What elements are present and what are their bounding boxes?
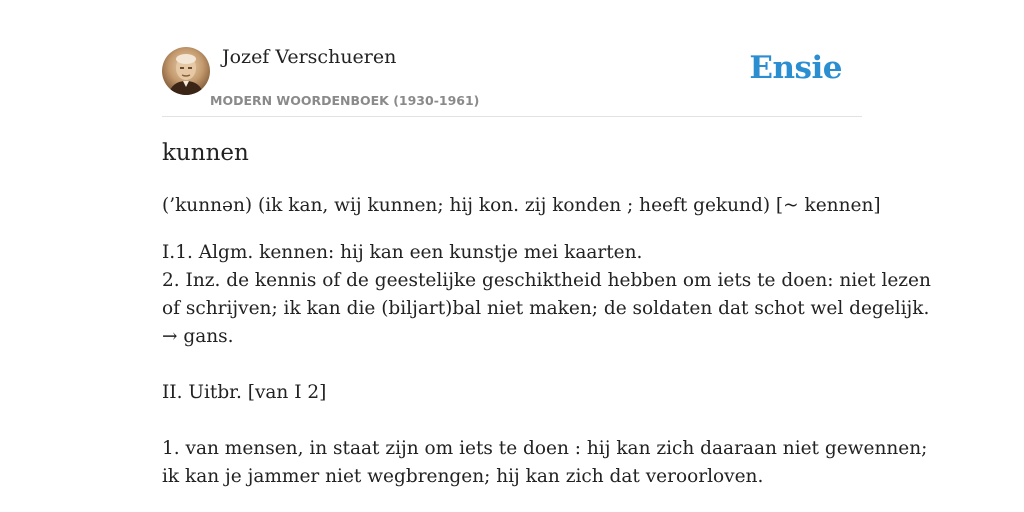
definition-line: I.1. Algm. kennen: hij kan een kunstje mei kaarten. — [162, 242, 643, 263]
spacer — [162, 407, 874, 435]
definition-line: ik kan je jammer niet wegbrengen; hij kan zich dat veroorloven. — [162, 466, 764, 487]
definition-line: → gans. — [162, 326, 234, 347]
entry-pronunciation: (’kunnən) (ik kan, wij kunnen; hij kon. zij konden ; heeft gekund) [~ kennen] — [162, 195, 881, 216]
author-avatar[interactable] — [162, 47, 210, 95]
entry-header — [162, 0, 862, 117]
definition-line: II. Uitbr. [van I 2] — [162, 382, 327, 403]
source-name[interactable]: MODERN WOORDENBOEK (1930-1961) — [210, 93, 480, 108]
definition-line: of schrijven; ik kan die (biljart)bal niet maken; de soldaten dat schot wel degelijk. — [162, 298, 930, 319]
entry-page — [162, 0, 931, 512]
definition-line: 1. van mensen, in staat zijn om iets te doen : hij kan zich daaraan niet gewennen; — [162, 438, 928, 459]
entry-title: kunnen — [162, 140, 249, 166]
ensie-logo[interactable]: Ensie — [749, 50, 842, 86]
definition-line: 2. Inz. de kennis of de geestelijke geschiktheid hebben om iets te doen: niet lezen — [162, 270, 931, 291]
author-name[interactable]: Jozef Verschueren — [222, 46, 397, 68]
portrait-icon — [162, 47, 210, 95]
entry-definition — [162, 239, 931, 491]
spacer — [162, 351, 874, 379]
